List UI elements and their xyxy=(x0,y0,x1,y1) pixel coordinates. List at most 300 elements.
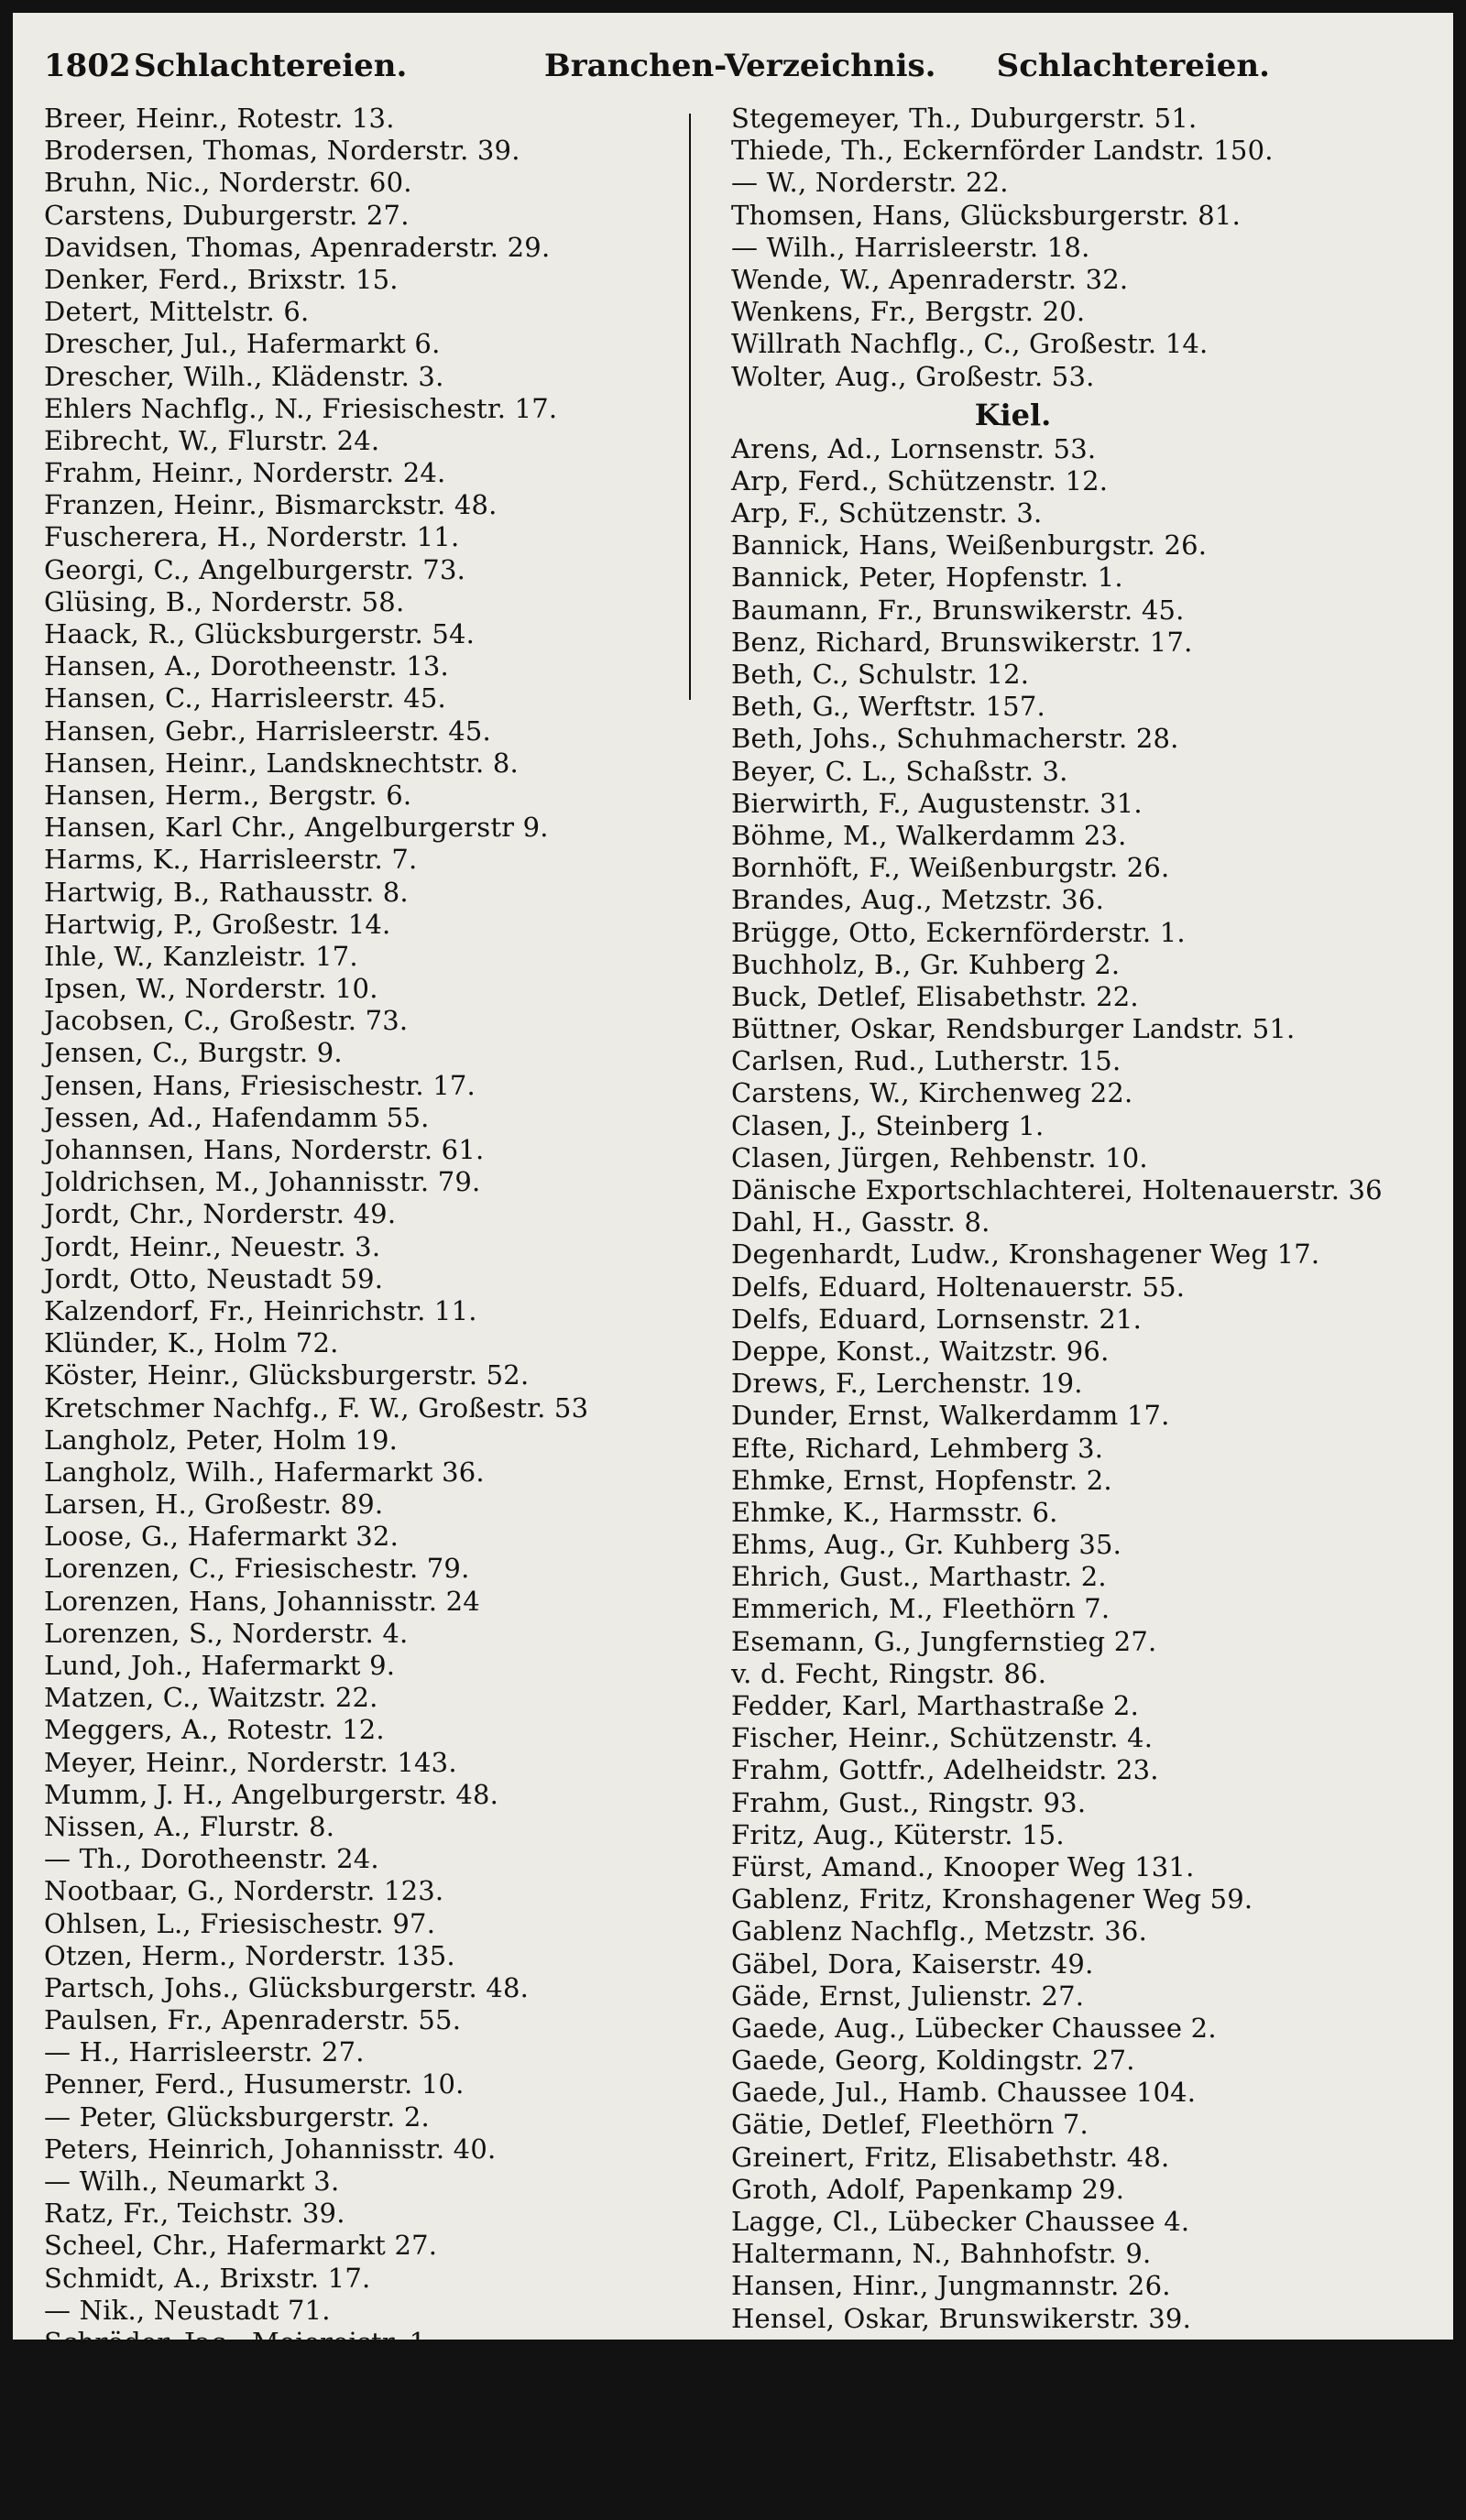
entry-text: Carstens, W., Kirchenweg 22. xyxy=(731,1077,1133,1109)
directory-entry xyxy=(44,457,717,489)
directory-entry xyxy=(731,2077,1405,2109)
entry-text: Beth, G., Werftstr. 157. xyxy=(731,691,1045,723)
directory-entry xyxy=(731,723,1405,755)
directory-entry xyxy=(731,1915,1405,1947)
directory-entry xyxy=(731,232,1405,264)
directory-entry xyxy=(731,595,1405,627)
entry-text: Beyer, C. L., Schaßstr. 3. xyxy=(731,755,1068,787)
directory-entry xyxy=(731,1754,1405,1786)
entry-text: Clasen, J., Steinberg 1. xyxy=(731,1109,1045,1141)
directory-entry xyxy=(44,328,717,360)
entry-text: Hartwig, B., Rathausstr. 8. xyxy=(44,876,409,908)
entry-text: Hansen, Herm., Bergstr. 6. xyxy=(44,779,412,811)
entry-text: Stegemeyer, Th., Duburgerstr. 51. xyxy=(731,103,1198,134)
entry-text: Brodersen, Thomas, Norderstr. 39. xyxy=(44,135,520,167)
entry-text: Ehmke, Ernst, Hopfenstr. 2. xyxy=(731,1464,1112,1496)
entry-text: Ehrich, Gust., Marthastr. 2. xyxy=(731,1561,1107,1593)
directory-entry xyxy=(44,877,717,909)
directory-entry xyxy=(44,2391,717,2423)
entry-text: Willrath Nachflg., C., Großestr. 14. xyxy=(731,328,1209,360)
directory-entry xyxy=(731,1433,1405,1465)
directory-entry xyxy=(44,1972,717,2004)
directory-entry xyxy=(731,1142,1405,1174)
entry-text: Fuscherera, H., Norderstr. 11. xyxy=(44,521,460,553)
directory-entry xyxy=(731,981,1405,1013)
entry-text: Arens, Ad., Lornsenstr. 53. xyxy=(731,432,1097,464)
directory-entry xyxy=(44,1779,717,1811)
entry-text: Ratz, Fr., Teichstr. 39. xyxy=(44,2198,345,2230)
directory-entry xyxy=(731,659,1405,691)
directory-entry xyxy=(44,1682,717,1714)
directory-entry xyxy=(731,1722,1405,1754)
directory-entry xyxy=(44,2263,717,2295)
directory-entry xyxy=(731,820,1405,852)
directory-entry xyxy=(44,1553,717,1585)
entry-text: Fritz, Aug., Küterstr. 15. xyxy=(731,1818,1065,1850)
directory-entry xyxy=(44,1714,717,1746)
entry-text: Holtkamp, Heinr., Schauenburgerstr. 159. xyxy=(731,2463,1307,2495)
entry-text: Gäde, Ernst, Julienstr. 27. xyxy=(731,1980,1085,2012)
entry-text: — H., Harrisleerstr. 27. xyxy=(44,2036,365,2068)
entry-text: Emmerich, M., Fleethörn 7. xyxy=(731,1593,1110,1625)
entry-text: Scheel, Chr., Hafermarkt 27. xyxy=(44,2230,438,2262)
directory-entry xyxy=(44,2488,717,2520)
directory-entry xyxy=(44,103,717,135)
entry-text: Langholz, Wilh., Hafermarkt 36. xyxy=(44,1456,485,1488)
left-column xyxy=(44,103,717,2519)
directory-entry xyxy=(731,2206,1405,2238)
entry-text: Bierwirth, F., Augustenstr. 31. xyxy=(731,787,1143,819)
entry-text: — Th., Dorotheenstr. 24. xyxy=(44,1843,379,1875)
entry-text: Ehmke, K., Harmsstr. 6. xyxy=(731,1496,1058,1528)
page-number: 1802 xyxy=(44,48,131,84)
directory-entry xyxy=(731,328,1405,360)
directory-entry xyxy=(731,2270,1405,2302)
directory-entry xyxy=(44,1489,717,1521)
directory-entry xyxy=(44,2327,717,2359)
entry-text: Benz, Richard, Brunswikerstr. 17. xyxy=(731,626,1193,658)
entry-text: Drescher, Wilh., Klädenstr. 3. xyxy=(44,360,444,392)
entry-text: Harms, K., Harrisleerstr. 7. xyxy=(44,844,418,876)
directory-entry xyxy=(731,2367,1405,2399)
entry-text: Arp, Ferd., Schützenstr. 12. xyxy=(731,464,1109,496)
entry-text: Otzen, Herm., Norderstr. 135. xyxy=(44,1939,455,1971)
entry-text: Greinert, Fritz, Elisabethstr. 48. xyxy=(731,2141,1170,2173)
directory-entry xyxy=(44,1231,717,1263)
directory-entry xyxy=(44,232,717,264)
directory-entry xyxy=(731,1368,1405,1400)
directory-entry xyxy=(731,361,1405,393)
directory-entry xyxy=(44,2036,717,2068)
directory-entry xyxy=(731,2399,1405,2431)
right-column-bottom-group xyxy=(731,433,1405,2496)
entry-text: Wolter, Aug., Großestr. 53. xyxy=(731,360,1095,392)
entry-text: Lorenzen, S., Norderstr. 4. xyxy=(44,1617,409,1649)
directory-entry xyxy=(731,756,1405,788)
entry-text: Buck, Detlef, Elisabethstr. 22. xyxy=(731,980,1139,1012)
directory-entry xyxy=(731,2013,1405,2045)
directory-entry xyxy=(44,1327,717,1359)
directory-entry xyxy=(44,1456,717,1489)
right-column xyxy=(731,103,1405,2495)
entry-text: Sönnichsen, Chr., Friesischestr 29. xyxy=(44,2455,522,2487)
directory-entry xyxy=(731,949,1405,981)
directory-entry xyxy=(44,1359,717,1391)
directory-entry xyxy=(44,361,717,393)
entry-text: — Peter, Glücksburgerstr. 2. xyxy=(44,2100,430,2133)
directory-entry xyxy=(731,1626,1405,1658)
entry-text: Jessen, Ad., Hafendamm 55. xyxy=(44,1101,430,1133)
entry-text: Denker, Ferd., Brixstr. 15. xyxy=(44,263,399,295)
entry-text: Lorenzen, Hans, Johannisstr. 24 xyxy=(44,1585,480,1617)
directory-entry xyxy=(44,1005,717,1037)
directory-entry xyxy=(44,1908,717,1940)
entry-text: Dänische Exportschlachterei, Holtenauerstr. 36 xyxy=(731,1174,1383,1205)
entry-text: Lund, Joh., Hafermarkt 9. xyxy=(44,1650,396,1681)
directory-entry xyxy=(731,103,1405,135)
entry-text: Glüsing, B., Norderstr. 58. xyxy=(44,585,405,617)
directory-entry xyxy=(731,1529,1405,1561)
entry-text: Ehlers Nachflg., N., Friesischestr. 17. xyxy=(44,392,558,424)
directory-entry xyxy=(44,425,717,457)
directory-entry xyxy=(731,1206,1405,1238)
entry-text: Eibrecht, W., Flurstr. 24. xyxy=(44,424,380,456)
entry-text: Esemann, G., Jungfernstieg 27. xyxy=(731,1625,1157,1657)
entry-text: Klünder, K., Holm 72. xyxy=(44,1327,339,1359)
entry-text: Ehms, Aug., Gr. Kuhberg 35. xyxy=(731,1529,1122,1561)
entry-text: Gaede, Jul., Hamb. Chaussee 104. xyxy=(731,2077,1197,2109)
entry-text: Degenhardt, Ludw., Kronshagener Weg 17. xyxy=(731,1238,1320,1271)
entry-text: Wende, W., Apenraderstr. 32. xyxy=(731,263,1129,295)
entry-text: Böhme, M., Walkerdamm 23. xyxy=(731,819,1127,851)
entry-text: Delfs, Eduard, Holtenauerstr. 55. xyxy=(731,1271,1186,1303)
directory-entry xyxy=(731,465,1405,497)
directory-entry xyxy=(44,1747,717,1779)
directory-entry xyxy=(731,691,1405,723)
entry-text: Köster, Heinr., Glücksburgerstr. 52. xyxy=(44,1359,530,1391)
directory-entry xyxy=(731,2238,1405,2270)
entry-text: Holvert, K., Hamb. Chaussee 84. xyxy=(731,2431,1179,2463)
entry-text: Mumm, J. H., Angelburgerstr. 48. xyxy=(44,1778,499,1810)
directory-entry xyxy=(44,1134,717,1166)
directory-entry xyxy=(44,618,717,650)
directory-entry xyxy=(44,2230,717,2262)
directory-entry xyxy=(731,1304,1405,1336)
entry-text: Larsen, H., Großestr. 89. xyxy=(44,1489,384,1521)
directory-entry xyxy=(44,2004,717,2036)
directory-entry xyxy=(731,884,1405,916)
directory-entry xyxy=(44,715,717,747)
directory-entry xyxy=(44,844,717,876)
directory-entry xyxy=(44,1166,717,1198)
entry-text: Thomsen, Hans, Glücksburgerstr. 81. xyxy=(731,199,1241,231)
directory-entry xyxy=(731,1593,1405,1625)
directory-entry xyxy=(731,1690,1405,1722)
entry-text: — W., Norderstr. 22. xyxy=(731,167,1009,199)
directory-entry xyxy=(44,1586,717,1618)
entry-text: Hansen, C., Harrisleerstr. 45. xyxy=(44,682,446,715)
directory-entry xyxy=(44,682,717,715)
directory-entry xyxy=(731,1948,1405,1980)
entry-text: Kretschmer Nachfg., F. W., Großestr. 53 xyxy=(44,1391,589,1424)
directory-entry xyxy=(731,1658,1405,1690)
entry-text: Frahm, Gottfr., Adelheidstr. 23. xyxy=(731,1754,1159,1786)
entry-text: Matzen, C., Waitzstr. 22. xyxy=(44,1682,378,1714)
entry-text: Siemen, H., Junkerholweg 40. xyxy=(44,2423,453,2455)
entry-text: Haltermann, N., Bahnhofstr. 9. xyxy=(731,2238,1152,2270)
directory-entry xyxy=(44,1618,717,1650)
entry-text: Lorenzen, C., Friesischestr. 79. xyxy=(44,1553,470,1585)
entry-text: Johannsen, Hans, Norderstr. 61. xyxy=(44,1134,485,1165)
entry-text: Georgi, C., Angelburgerstr. 73. xyxy=(44,553,466,585)
entry-text: Schween, A., Querstr. 8. xyxy=(44,2359,376,2391)
entry-text: Davidsen, Thomas, Apenraderstr. 29. xyxy=(44,231,551,263)
entry-text: Delfs, Eduard, Lornsenstr. 21. xyxy=(731,1303,1143,1335)
directory-entry xyxy=(731,1336,1405,1368)
directory-entry xyxy=(731,1561,1405,1593)
directory-entry xyxy=(731,2109,1405,2141)
entry-text: Wenkens, Fr., Bergstr. 20. xyxy=(731,296,1086,328)
entry-text: v. d. Fecht, Ringstr. 86. xyxy=(731,1657,1047,1689)
entry-text: Büttner, Oskar, Rendsburger Landstr. 51. xyxy=(731,1013,1296,1045)
entry-text: Nootbaar, G., Norderstr. 123. xyxy=(44,1875,444,1907)
entry-text: Penner, Ferd., Husumerstr. 10. xyxy=(44,2068,465,2100)
entry-text: Schröder, Jac., Meiereistr. 1. xyxy=(44,2326,435,2358)
entry-text: Hansen, Gebr., Harrisleerstr. 45. xyxy=(44,715,491,747)
entry-text: Thiede, Th., Eckernförder Landstr. 150. xyxy=(731,135,1274,167)
directory-entry xyxy=(731,1883,1405,1915)
entry-text: Seigarz, A., Apenraderstr. 39. xyxy=(44,2391,450,2423)
directory-entry xyxy=(44,264,717,296)
directory-entry xyxy=(44,2295,717,2327)
directory-entry xyxy=(44,650,717,682)
entry-text: Gaede, Aug., Lübecker Chaussee 2. xyxy=(731,2012,1217,2044)
entry-text: Meggers, A., Rotestr. 12. xyxy=(44,1714,385,1746)
directory-entry xyxy=(44,521,717,553)
entry-text: Schmidt, A., Brixstr. 17. xyxy=(44,2262,371,2294)
entry-text: Carstens, Duburgerstr. 27. xyxy=(44,199,410,231)
directory-entry xyxy=(731,2174,1405,2206)
directory-entry xyxy=(44,2456,717,2488)
entry-text: Bruhn, Nic., Norderstr. 60. xyxy=(44,167,412,199)
directory-entry xyxy=(731,497,1405,529)
directory-entry xyxy=(731,917,1405,949)
directory-entry xyxy=(731,529,1405,562)
directory-entry xyxy=(44,1940,717,1972)
directory-entry xyxy=(731,1238,1405,1271)
entry-text: Ipsen, W., Norderstr. 10. xyxy=(44,973,378,1005)
entry-text: Hartwig, P., Großestr. 14. xyxy=(44,908,391,940)
entry-text: Jensen, Hans, Friesischestr. 17. xyxy=(44,1069,476,1101)
directory-entry xyxy=(731,1271,1405,1304)
directory-entry xyxy=(731,1465,1405,1497)
entry-text: Sörensen, Chr., Duburgerstr. 37. xyxy=(44,2487,490,2519)
entry-text: Haack, R., Glücksburgerstr. 54. xyxy=(44,618,476,649)
directory-entry xyxy=(44,586,717,618)
directory-entry xyxy=(44,2198,717,2230)
directory-entry xyxy=(731,627,1405,659)
entry-text: Clasen, Jürgen, Rehbenstr. 10. xyxy=(731,1141,1148,1173)
directory-entry xyxy=(731,135,1405,167)
directory-entry xyxy=(731,1851,1405,1883)
directory-entry xyxy=(731,2045,1405,2077)
directory-entry xyxy=(731,1787,1405,1819)
directory-entry xyxy=(731,2142,1405,2174)
directory-entry xyxy=(731,2431,1405,2463)
entry-text: Lagge, Cl., Lübecker Chaussee 4. xyxy=(731,2206,1190,2237)
directory-entry xyxy=(44,554,717,586)
entry-text: Bornhöft, F., Weißenburgstr. 26. xyxy=(731,852,1170,884)
entry-text: Fürst, Amand., Knooper Weg 131. xyxy=(731,1850,1195,1882)
entry-text: Partsch, Johs., Glücksburgerstr. 48. xyxy=(44,1971,530,2003)
entry-text: Jordt, Chr., Norderstr. 49. xyxy=(44,1198,397,1230)
directory-entry xyxy=(44,941,717,973)
entry-text: Jordt, Otto, Neustadt 59. xyxy=(44,1262,384,1294)
directory-entry xyxy=(731,296,1405,328)
directory-entry xyxy=(44,2133,717,2165)
entry-text: Carlsen, Rud., Lutherstr. 15. xyxy=(731,1045,1121,1077)
directory-entry xyxy=(44,2424,717,2456)
entry-text: Efte, Richard, Lehmberg 3. xyxy=(731,1432,1104,1464)
entry-text: Beth, Johs., Schuhmacherstr. 28. xyxy=(731,723,1179,755)
entry-text: Nissen, A., Flurstr. 8. xyxy=(44,1810,335,1842)
entry-text: Breer, Heinr., Rotestr. 13. xyxy=(44,103,395,134)
entry-text: Peters, Heinrich, Johannisstr. 40. xyxy=(44,2133,497,2165)
directory-entry xyxy=(44,1263,717,1295)
directory-entry xyxy=(731,433,1405,465)
entry-text: Meyer, Heinr., Norderstr. 143. xyxy=(44,1746,457,1778)
directory-entry xyxy=(44,1811,717,1843)
directory-entry xyxy=(731,1045,1405,1077)
center-running-title: Branchen-Verzeichnis. xyxy=(544,48,936,84)
entry-text: Jensen, C., Burgstr. 9. xyxy=(44,1037,343,1069)
entry-text: Buchholz, B., Gr. Kuhberg 2. xyxy=(731,948,1121,980)
entry-text: Gablenz, Fritz, Kronshagener Weg 59. xyxy=(731,1883,1253,1915)
directory-entry xyxy=(731,167,1405,199)
directory-entry xyxy=(44,1102,717,1134)
entry-text: Brandes, Aug., Metzstr. 36. xyxy=(731,884,1104,916)
entry-text: Beth, C., Schulstr. 12. xyxy=(731,659,1030,690)
directory-entry xyxy=(44,747,717,780)
entry-text: Drescher, Jul., Hafermarkt 6. xyxy=(44,328,441,360)
directory-entry xyxy=(44,393,717,425)
entry-text: Ohlsen, L., Friesischestr. 97. xyxy=(44,1907,436,1939)
directory-entry xyxy=(44,973,717,1005)
entry-text: Dunder, Ernst, Walkerdamm 17. xyxy=(731,1400,1170,1432)
directory-entry xyxy=(731,2303,1405,2335)
entry-text: Jordt, Heinr., Neuestr. 3. xyxy=(44,1230,381,1262)
directory-entry xyxy=(44,167,717,199)
entry-text: Detert, Mittelstr. 6. xyxy=(44,296,310,328)
entry-text: Paulsen, Fr., Apenraderstr. 55. xyxy=(44,2004,462,2036)
entry-text: Brügge, Otto, Eckernförderstr. 1. xyxy=(731,916,1186,948)
directory-entry xyxy=(44,2165,717,2198)
directory-entry xyxy=(44,1198,717,1230)
directory-entry xyxy=(44,2101,717,2133)
right-running-title: Schlachtereien. xyxy=(996,48,1270,84)
directory-entry xyxy=(44,909,717,941)
entry-text: Hollenbach, J., Holtenauerstr. 176. xyxy=(731,2399,1206,2431)
column-divider xyxy=(689,114,691,700)
entry-text: Hoffmann, Guido, Hasseldieksdammer Weg 1 xyxy=(731,2366,1351,2398)
directory-entry xyxy=(731,788,1405,820)
entry-text: Hansen, A., Dorotheenstr. 13. xyxy=(44,650,449,682)
directory-entry xyxy=(44,1070,717,1102)
directory-entry xyxy=(731,200,1405,232)
directory-entry xyxy=(44,1392,717,1424)
page-header xyxy=(13,13,1453,86)
entry-text: — Wilh., Harrisleerstr. 18. xyxy=(731,231,1090,263)
entry-text: Hansen, Hinr., Jungmannstr. 26. xyxy=(731,2270,1171,2302)
entry-text: Gäbel, Dora, Kaiserstr. 49. xyxy=(731,1947,1094,1980)
directory-entry xyxy=(731,2464,1405,2496)
directory-entry xyxy=(44,489,717,521)
directory-entry xyxy=(731,1980,1405,2013)
directory-entry xyxy=(44,1650,717,1682)
directory-entry xyxy=(731,2335,1405,2367)
directory-entry xyxy=(44,2068,717,2100)
entry-text: Jacobsen, C., Großestr. 73. xyxy=(44,1005,409,1037)
entry-text: Fischer, Heinr., Schützenstr. 4. xyxy=(731,1722,1154,1754)
entry-text: Franzen, Heinr., Bismarckstr. 48. xyxy=(44,489,498,521)
directory-entry xyxy=(731,1077,1405,1109)
entry-text: Dahl, H., Gasstr. 8. xyxy=(731,1206,990,1238)
directory-entry xyxy=(44,1037,717,1069)
left-running-title: Schlachtereien. xyxy=(134,48,408,84)
directory-entry xyxy=(44,2359,717,2391)
directory-entry xyxy=(44,1295,717,1327)
right-column-top-group xyxy=(731,103,1405,393)
directory-entry xyxy=(44,812,717,844)
directory-entry xyxy=(44,1424,717,1456)
directory-page xyxy=(13,13,1453,2519)
entry-text: Gaede, Georg, Koldingstr. 27. xyxy=(731,2045,1135,2077)
directory-entry xyxy=(731,1013,1405,1045)
directory-entry xyxy=(44,200,717,232)
entry-text: Hansen, Heinr., Landsknechtstr. 8. xyxy=(44,747,519,779)
entry-text: Joldrichsen, M., Johannisstr. 79. xyxy=(44,1166,481,1198)
entry-text: — Wilh., Neumarkt 3. xyxy=(44,2165,340,2197)
entry-text: Ihle, W., Kanzleistr. 17. xyxy=(44,940,358,972)
directory-entry xyxy=(44,1843,717,1875)
entry-text: Langholz, Peter, Holm 19. xyxy=(44,1424,399,1456)
entry-text: Hensel, Oskar, Brunswikerstr. 39. xyxy=(731,2302,1191,2334)
entry-text: Baumann, Fr., Brunswikerstr. 45. xyxy=(731,594,1185,626)
directory-entry xyxy=(731,1400,1405,1432)
directory-entry xyxy=(731,852,1405,884)
entry-text: Loose, G., Hafermarkt 32. xyxy=(44,1521,399,1553)
directory-entry xyxy=(44,780,717,812)
directory-entry xyxy=(731,1110,1405,1142)
entry-text: Frahm, Heinr., Norderstr. 24. xyxy=(44,457,446,489)
entry-text: Arp, F., Schützenstr. 3. xyxy=(731,497,1043,529)
entry-text: Groth, Adolf, Papenkamp 29. xyxy=(731,2173,1125,2205)
directory-entry xyxy=(731,1497,1405,1529)
entry-text: Bannick, Hans, Weißenburgstr. 26. xyxy=(731,529,1208,562)
directory-entry xyxy=(731,264,1405,296)
entry-text: Gablenz Nachflg., Metzstr. 36. xyxy=(731,1915,1147,1947)
entry-text: Hingst, Aug., Fockstr. 2. xyxy=(731,2334,1062,2366)
directory-entry xyxy=(731,1819,1405,1851)
directory-entry xyxy=(731,1174,1405,1206)
entry-text: Fedder, Karl, Marthastraße 2. xyxy=(731,1690,1140,1721)
entry-text: Deppe, Konst., Waitzstr. 96. xyxy=(731,1335,1110,1367)
entry-text: Hansen, Karl Chr., Angelburgerstr 9. xyxy=(44,812,549,844)
entry-text: Drews, F., Lerchenstr. 19. xyxy=(731,1368,1083,1400)
entry-text: Frahm, Gust., Ringstr. 93. xyxy=(731,1786,1087,1818)
directory-entry xyxy=(44,1521,717,1553)
entry-text: — Nik., Neustadt 71. xyxy=(44,2294,331,2326)
